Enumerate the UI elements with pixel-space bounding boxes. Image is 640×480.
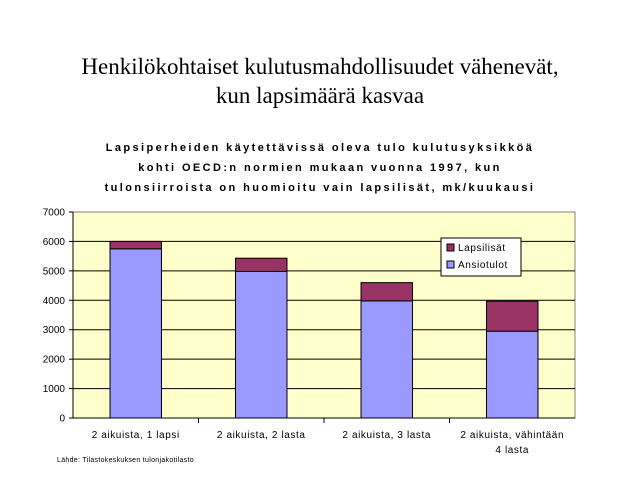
x-category-label: 2 aikuista, vähintään — [460, 430, 565, 441]
bar-lapsilisät — [110, 241, 161, 248]
y-tick-label: 0 — [59, 413, 65, 425]
bar-ansiotulot — [487, 331, 538, 418]
slide-title-line-1: Henkilökohtaiset kulutusmahdollisuudet vähenevät, — [81, 54, 559, 79]
y-tick-label: 1000 — [42, 384, 65, 396]
y-tick-label: 3000 — [42, 325, 65, 337]
legend-swatch-ansiotulot — [447, 261, 454, 268]
legend-swatch-lapsilisät — [447, 244, 454, 251]
legend-label-ansiotulot: Ansiotulot — [458, 260, 508, 271]
chart-title-line-3: tulonsiirroista on huomioitu vain lapsilisät, mk/kuukausi — [104, 182, 536, 194]
bar-ansiotulot — [236, 271, 287, 418]
x-category-label: 4 lasta — [495, 445, 530, 456]
slide-title-line-2: kun lapsimäärä kasvaa — [215, 83, 425, 108]
bar-lapsilisät — [487, 301, 538, 331]
x-category-label: 2 aikuista, 1 lapsi — [91, 430, 180, 441]
bar-lapsilisät — [361, 283, 412, 301]
legend-label-lapsilisät: Lapsilisät — [458, 243, 506, 254]
bar-ansiotulot — [361, 301, 412, 418]
bar-lapsilisät — [236, 258, 287, 271]
x-category-label: 2 aikuista, 3 lasta — [342, 430, 432, 441]
x-category-label: 2 aikuista, 2 lasta — [216, 430, 306, 441]
y-tick-label: 4000 — [42, 295, 65, 307]
chart-title-line-2: kohti OECD:n normien mukaan vuonna 1997, kun — [138, 162, 502, 174]
y-tick-label: 7000 — [42, 207, 65, 219]
source-note: Lähde: Tilastokeskuksen tulonjakotilasto — [57, 457, 194, 464]
y-tick-label: 5000 — [42, 266, 65, 278]
bar-ansiotulot — [110, 249, 161, 418]
y-tick-label: 2000 — [42, 354, 65, 366]
y-tick-label: 6000 — [42, 236, 65, 248]
chart-title-line-1: Lapsiperheiden käytettävissä oleva tulo kulutusyksikköä — [105, 142, 535, 154]
